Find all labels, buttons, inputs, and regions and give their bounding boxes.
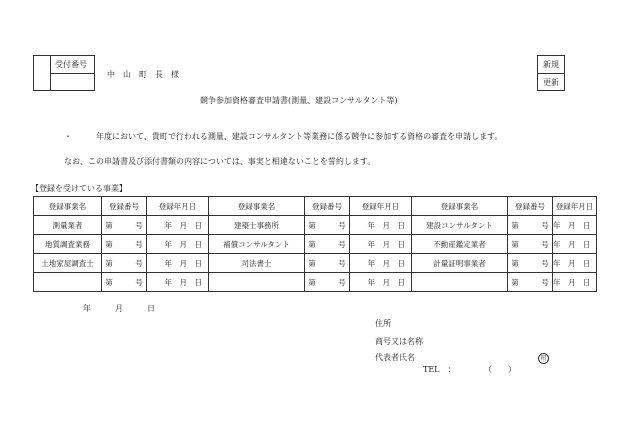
business-name-cell[interactable] xyxy=(209,273,305,292)
reg-number-cell[interactable]: 第 号 xyxy=(305,254,350,273)
table-row xyxy=(34,235,597,254)
reg-date-cell[interactable]: 年 月 日 xyxy=(147,216,209,235)
header-business-name-2: 登録事業名 xyxy=(209,197,305,216)
tel-paren[interactable]: （ ） xyxy=(484,365,516,374)
seal-mark: 印 xyxy=(538,353,549,364)
business-name-cell: 地質調査業務 xyxy=(34,235,102,254)
reg-date-cell[interactable]: 年 月 日 xyxy=(553,235,597,254)
company-name-label: 商号又は名称 xyxy=(375,337,423,346)
reg-number-cell[interactable]: 第 号 xyxy=(305,273,350,292)
bullet-mark: ・ xyxy=(64,132,72,141)
header-reg-number-1: 登録番号 xyxy=(102,197,147,216)
reg-date-cell[interactable]: 年 月 日 xyxy=(350,235,412,254)
application-paragraph: 年度において、貴町で行われる測量、建設コンサルタント等業務に係る競争に参加する資格の審査を申請します。 xyxy=(96,132,503,141)
reg-number-cell[interactable]: 第 号 xyxy=(508,273,553,292)
header-reg-date-3: 登録年月日 xyxy=(553,197,597,216)
document-title: 競争参加資格審査申請書(測量、建設コンサルタント等) xyxy=(200,96,398,105)
reg-number-cell[interactable]: 第 号 xyxy=(508,235,553,254)
business-name-cell[interactable] xyxy=(412,273,508,292)
registration-table xyxy=(33,196,597,292)
header-business-name-3: 登録事業名 xyxy=(412,197,508,216)
table-header-row xyxy=(34,197,597,216)
addressee: 中 山 町 長 様 xyxy=(107,70,179,79)
business-name-cell: 不動産鑑定業者 xyxy=(412,235,508,254)
reg-date-cell[interactable]: 年 月 日 xyxy=(147,273,209,292)
header-reg-number-3: 登録番号 xyxy=(508,197,553,216)
header-reg-number-2: 登録番号 xyxy=(305,197,350,216)
tel-label: TEL ： xyxy=(423,365,456,374)
pledge-paragraph: なお、この申請書及び添付書類の内容については、事実と相違ないことを誓約します。 xyxy=(64,157,376,166)
reg-date-cell[interactable]: 年 月 日 xyxy=(350,273,412,292)
business-name-cell: 測量業者 xyxy=(34,216,102,235)
reg-number-cell[interactable]: 第 号 xyxy=(102,254,147,273)
reg-number-cell[interactable]: 第 号 xyxy=(102,235,147,254)
reg-number-cell[interactable]: 第 号 xyxy=(102,216,147,235)
table-row xyxy=(34,273,597,292)
header-reg-date-2: 登録年月日 xyxy=(350,197,412,216)
reg-date-cell[interactable]: 年 月 日 xyxy=(147,235,209,254)
representative-label: 代表者氏名 xyxy=(375,353,415,362)
reg-number-cell[interactable]: 第 号 xyxy=(305,235,350,254)
business-name-cell: 補償コンサルタント xyxy=(209,235,305,254)
reg-number-cell[interactable]: 第 号 xyxy=(102,273,147,292)
reg-number-cell[interactable]: 第 号 xyxy=(508,216,553,235)
reg-date-cell[interactable]: 年 月 日 xyxy=(147,254,209,273)
table-row xyxy=(34,254,597,273)
application-date[interactable]: 年 月 日 xyxy=(83,304,155,313)
new-renew-divider xyxy=(537,73,565,74)
address-label: 住所 xyxy=(375,319,391,328)
new-option[interactable]: 新規 xyxy=(543,60,559,69)
header-reg-date-1: 登録年月日 xyxy=(147,197,209,216)
table-row xyxy=(34,216,597,235)
business-name-cell: 計量証明事業者 xyxy=(412,254,508,273)
renew-option[interactable]: 更新 xyxy=(543,78,559,87)
business-name-cell: 建築士事務所 xyxy=(209,216,305,235)
reception-no-field[interactable] xyxy=(51,74,94,90)
reg-number-cell[interactable]: 第 号 xyxy=(305,216,350,235)
reception-no-label: 受付番号 xyxy=(55,60,87,69)
header-business-name-1: 登録事業名 xyxy=(34,197,102,216)
reg-date-cell[interactable]: 年 月 日 xyxy=(350,254,412,273)
section-heading: 【登録を受けている事業】 xyxy=(31,184,127,193)
reg-date-cell[interactable]: 年 月 日 xyxy=(553,254,597,273)
reg-number-cell[interactable]: 第 号 xyxy=(508,254,553,273)
business-name-cell: 建設コンサルタント xyxy=(412,216,508,235)
reg-date-cell[interactable]: 年 月 日 xyxy=(553,216,597,235)
business-name-cell[interactable] xyxy=(34,273,102,292)
business-name-cell: 司法書士 xyxy=(209,254,305,273)
business-name-cell: 土地家屋調査士 xyxy=(34,254,102,273)
reg-date-cell[interactable]: 年 月 日 xyxy=(553,273,597,292)
reg-date-cell[interactable]: 年 月 日 xyxy=(350,216,412,235)
